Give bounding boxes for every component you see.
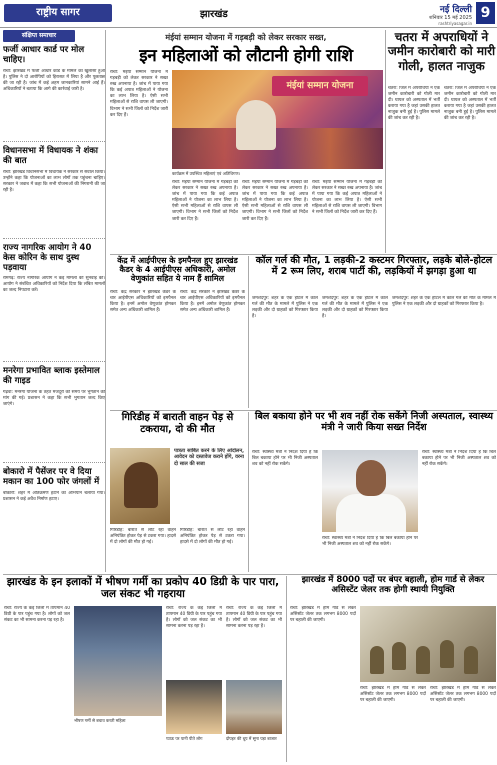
hospital-headline: बिल बकाया होने पर भी शव नहीं रोक सकेंगे निजी अस्पताल, स्वास्थ्य मंत्री ने जारी किया सख्त निर्देश [255, 411, 493, 433]
heat-caption: प्याऊ पर पानी पीते लोग [166, 736, 203, 741]
brief-headline: विधानसभा में विधायक ने शंका की बात [3, 146, 98, 166]
lead-headline: इन महिलाओं को लौटानी होगी राशि [139, 46, 353, 66]
ias-body: रांची: केंद्र सरकार ने झारखंड कैडर के चार आईपीएस अधिकारियों को इमपैनल किया है। इनमें अमोल वेणुकांत होमकर समेत अन्य अधिकारी शामिल हैं। [180, 290, 245, 314]
chatra-body: चतरा: जिले में अपराधियों ने एक जमीन कारोबारी को गोली मार दी। घायल को अस्पताल में भर्ती कराया गया है जहां उसकी हालत नाजुक बनी हुई है। पुलिस मामले की जांच कर रही है। [444, 86, 496, 122]
figure-shape [124, 462, 158, 508]
brief-column [3, 30, 106, 572]
hospital-body: रांची: स्वास्थ्य मंत्री ने निर्देश दिया है कि बिल बकाया होने पर भी निजी अस्पताल शव को नहीं रोक सकेंगे। [322, 536, 418, 548]
heat-body: रांची: राज्य के कई जिलों में तापमान 40 डिग्री के पार पहुंच गया है। लोगों को जल संकट का भी सामना करना पड़ रहा है। [4, 606, 70, 624]
heat-photo-market [226, 680, 282, 734]
brief-body: रांची: झारखंड में फर्जी आधार कार्ड के मामले का खुलासा हुआ है। पुलिस ने दो आरोपियों को हिरासत में लिया है और पूछताछ की जा रही है। जांच में कई अहम जानकारियां सामने आई हैं। अधिकारियों ने बताया कि आगे की कार्रवाई जारी है। [3, 68, 105, 92]
chatra-body: चतरा: जिले में अपराधियों ने एक जमीन कारोबारी को गोली मार दी। घायल को अस्पताल में भर्ती कराया गया है जहां उसकी हालत नाजुक बनी हुई है। पुलिस मामले की जांच कर रही है। [388, 86, 440, 122]
figure-shape [464, 646, 478, 674]
figure-body [336, 494, 406, 532]
figure-shape [392, 642, 406, 670]
ias-body: रांची: केंद्र सरकार ने झारखंड कैडर के चार आईपीएस अधिकारियों को इमपैनल किया है। इनमें अमोल वेणुकांत होमकर समेत अन्य अधिकारी शामिल हैं। [110, 290, 176, 314]
heat-caption: भीषण गर्मी से बचाव करती महिला [74, 718, 126, 723]
homeguard-body: रांची: झारखंड में होम गार्ड से लेकर असिस्टेंट जेलर तक लगभग 8000 पदों पर बहाली की जाएगी। [430, 686, 496, 704]
lead-body: रांची: मंईयां सम्मान योजना में गड़बड़ी को लेकर सरकार ने सख्त रुख अपनाया है। जांच में पाया गया कि कई अपात्र महिलाओं ने योजना का लाभ लिया है। ऐसी सभी महिलाओं से राशि वापस ली जाएगी। विभाग ने सभी जिलों को निर्देश जारी कर दिए हैं। [110, 70, 168, 118]
column-rule [385, 30, 386, 253]
lead-kicker: मंईयां सम्मान योजना में गड़बड़ी को लेकर सरकार सख्त, [165, 33, 327, 42]
brief-item [3, 468, 105, 568]
lead-photo-caption: कार्यक्रम में उपस्थित महिलाएं एवं अतिथिगण। [172, 171, 241, 176]
scheme-banner: मंईयां सम्मान योजना [272, 76, 368, 96]
figure-shape [440, 640, 454, 668]
callgirl-headline: कॉल गर्ल की मौत, 1 लड़की-2 कस्टमर गिरफ्तार, लड़के बोले-होटल में 2 रूम लिए, शराब पार्टी की, लड़कियों में झगड़ा हुआ था [255, 255, 493, 277]
heat-body: रांची: राज्य के कई जिलों में तापमान 40 डिग्री के पार पहुंच गया है। लोगों को जल संकट का भी सामना करना पड़ रहा है। [226, 606, 282, 630]
giridih-body: गिरिडीह: बारात से लौट रहा वाहन अनियंत्रित होकर पेड़ से टकरा गया। हादसे में दो लोगों की मौत हो गई। [110, 528, 176, 546]
figure-shape [370, 646, 384, 674]
brief-headline: फर्जी आधार कार्ड पर मोल चाहिए। [3, 45, 85, 65]
callgirl-body: जमशेदपुर: शहर के एक होटल में कॉल गर्ल की मौत के मामले में पुलिस ने एक लड़की और दो ग्राहकों को गिरफ्तार किया है। [322, 296, 388, 320]
brief-body: रामगढ़: राज्य नागरिक आयोग ने कई मामलों की सुनवाई की। आयोग ने संबंधित अधिकारियों को निर्देश दिया कि लंबित मामलों का जल्द निपटारा करें। [3, 276, 105, 294]
heat-headline: झारखंड के इन इलाकों में भीषण गर्मी का प्रकोप 40 डिग्री के पार पारा, जल संकट भी गहराया [6, 576, 280, 601]
lead-body-cont: रांची: मंईयां सम्मान योजना में गड़बड़ी को लेकर सरकार ने सख्त रुख अपनाया है। जांच में पाया गया कि कई अपात्र महिलाओं ने योजना का लाभ लिया है। ऐसी सभी महिलाओं से राशि वापस ली जाएगी। विभाग ने सभी जिलों को निर्देश जारी कर दिए हैं। [172, 180, 238, 222]
giridih-headline: गिरिडीह में बाराती वाहन पेड़ से टकराया, दो की मौत [121, 412, 234, 435]
section-title: झारखंड [200, 9, 228, 20]
brief-section-tag: संक्षिप्त समाचार [3, 30, 75, 42]
lead-photo [172, 70, 383, 169]
brief-body: बोकारो: शहर में अतिक्रमण हटाने का अभियान चलाया गया। प्रशासन ने कई अवैध निर्माण हटाए। [3, 490, 105, 502]
ias-headline: केंद्र में आईपीएस के इमपैनल हुए झारखंड कैडर के 4 आईपीएस अधिकारी, अमोल वेणुकांत सहित ये नाम हैं शामिल [117, 256, 238, 284]
poster-caption: पात्रता साबित करने के लिए आंदोलन, आवेदन को दस्तावेज कराने होंगे, वरना दो साल की सजा [174, 448, 244, 467]
giridih-body: गिरिडीह: बारात से लौट रहा वाहन अनियंत्रित होकर पेड़ से टकरा गया। हादसे में दो लोगों की मौत हो गई। [180, 528, 245, 546]
brief-headline: राज्य नागरिक आयोग ने 40 केस कोरिन के साथ दुस्थ पड़वाया [3, 243, 92, 273]
brief-item [3, 46, 105, 142]
lead-body-cont: रांची: मंईयां सम्मान योजना में गड़बड़ी को लेकर सरकार ने सख्त रुख अपनाया है। जांच में पाया गया कि कई अपात्र महिलाओं ने योजना का लाभ लिया है। ऐसी सभी महिलाओं से राशि वापस ली जाएगी। विभाग ने सभी जिलों को निर्देश जारी कर दिए हैं। [312, 180, 382, 216]
page-number: 9 [476, 2, 495, 24]
police-photo [360, 606, 496, 682]
poster-photo [110, 448, 170, 524]
brief-headline: बोकारो में पैसेंजर पर वे दिया मकान का 100 फोर जंगलों में [3, 467, 100, 487]
homeguard-body: रांची: झारखंड में होम गार्ड से लेकर असिस्टेंट जेलर तक लगभग 8000 पदों पर बहाली की जाएगी। [360, 686, 426, 704]
brief-item [3, 244, 105, 362]
heat-body: रांची: राज्य के कई जिलों में तापमान 40 डिग्री के पार पहुंच गया है। लोगों को जल संकट का भी सामना करना पड़ रहा है। [166, 606, 222, 630]
lead-body-cont: रांची: मंईयां सम्मान योजना में गड़बड़ी को लेकर सरकार ने सख्त रुख अपनाया है। जांच में पाया गया कि कई अपात्र महिलाओं ने योजना का लाभ लिया है। ऐसी सभी महिलाओं से राशि वापस ली जाएगी। विभाग ने सभी जिलों को निर्देश जारी कर दिए हैं। [242, 180, 308, 222]
hospital-body: रांची: स्वास्थ्य मंत्री ने निर्देश दिया है कि बिल बकाया होने पर भी निजी अस्पताल शव को नहीं रोक सकेंगे। [422, 450, 496, 468]
masthead: राष्ट्रीय सागर [4, 4, 112, 22]
chatra-headline: चतरा में अपराधियों ने जमीन कारोबारी को मारी गोली, हालत नाजुक [387, 30, 496, 73]
hospital-body: रांची: स्वास्थ्य मंत्री ने निर्देश दिया है कि बिल बकाया होने पर भी निजी अस्पताल शव को नहीं रोक सकेंगे। [252, 450, 318, 468]
heat-photo-water [166, 680, 222, 734]
callgirl-body: जमशेदपुर: शहर के एक होटल में कॉल गर्ल की मौत के मामले में पुलिस ने एक लड़की और दो ग्राहकों को गिरफ्तार किया है। [392, 296, 496, 308]
homeguard-body: रांची: झारखंड में होम गार्ड से लेकर असिस्टेंट जेलर तक लगभग 8000 पदों पर बहाली की जाएगी। [290, 606, 356, 624]
speaker-figure [236, 100, 276, 150]
column-rule [248, 412, 249, 572]
crowd-shape [172, 128, 383, 169]
homeguard-headline: झारखंड में 8000 पदों पर बंपर बहाली, होम गार्ड से लेकर असिस्टेंट जेलर तक होगी स्थायी नियुक्ति [301, 575, 485, 595]
figure-shape [416, 646, 430, 674]
callgirl-body: जमशेदपुर: शहर के एक होटल में कॉल गर्ल की मौत के मामले में पुलिस ने एक लड़की और दो ग्राहकों को गिरफ्तार किया है। [252, 296, 318, 320]
heat-photo-woman [74, 606, 162, 716]
column-rule [286, 576, 287, 762]
brief-headline: मनरेगा प्रभावित ब्लाक इस्तेमाल की गाइड [3, 366, 100, 386]
date: शनिवार 15 मई 2025 [429, 15, 472, 21]
column-rule [248, 256, 249, 408]
dateline [396, 2, 472, 26]
brief-body: गढ़वा: मनरेगा योजना के तहत मजदूरों को समय पर भुगतान की मांग की गई। प्रशासन ने कहा कि सभी भुगतान जल्द किए जाएंगे। [3, 389, 105, 407]
city: नई दिल्ली [439, 5, 472, 15]
brief-item [3, 147, 105, 239]
figure-head [356, 460, 386, 496]
brief-body: रांची: झारखंड विधानसभा में विधायक ने सरकार से सवाल किया। उन्होंने कहा कि योजनाओं का लाभ लोगों तक पहुंचना चाहिए। सरकार ने जवाब में कहा कि सभी योजनाओं की निगरानी की जा रही है। [3, 169, 105, 193]
minister-photo [322, 450, 418, 532]
website: rashtriyasagar.in [438, 21, 472, 26]
page-header [0, 0, 497, 28]
heat-caption: दोपहर की धूप में सूना पड़ा बाजार [226, 736, 277, 741]
brief-item [3, 367, 105, 463]
